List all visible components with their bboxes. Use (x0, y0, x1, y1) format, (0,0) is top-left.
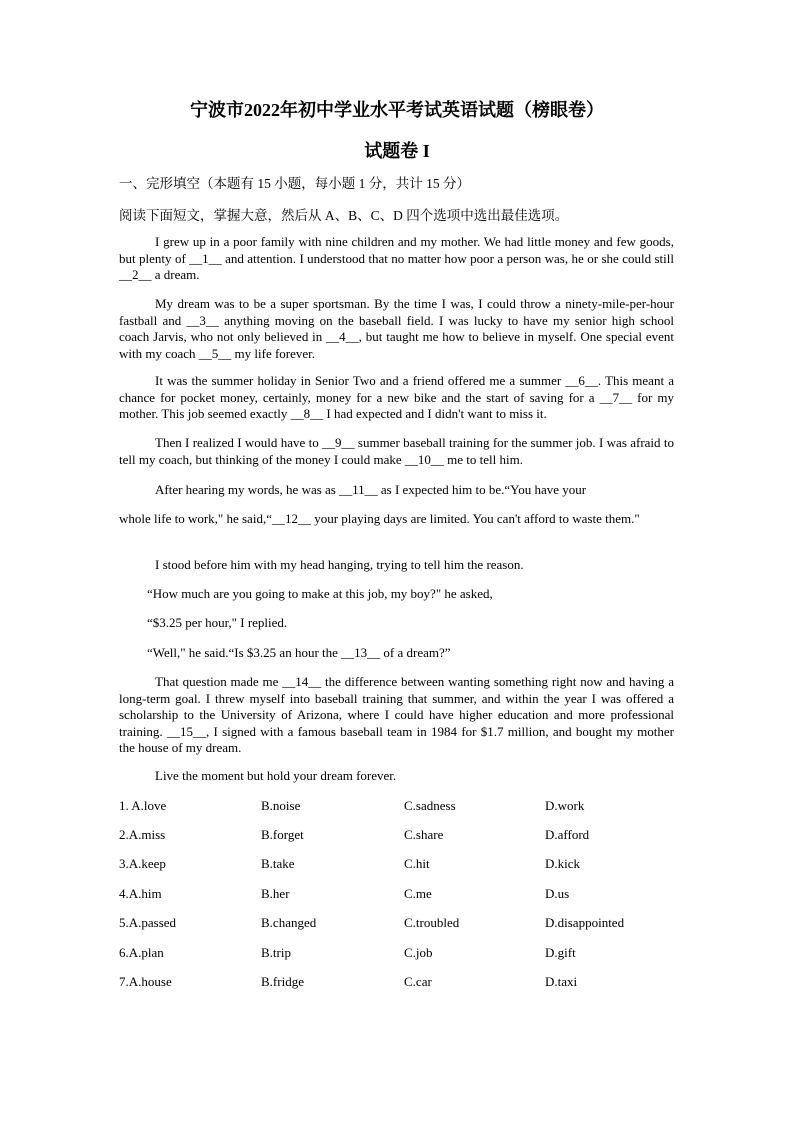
section-heading: 一、完形填空（本题有 15 小题，每小题 1 分，共计 15 分） (119, 176, 470, 191)
section-instruction: 阅读下面短文，掌握大意，然后从 A、B、C、D 四个选项中选出最佳选项。 (119, 208, 569, 223)
question-6-options (119, 945, 679, 963)
option-d: D.disappointed (545, 915, 625, 930)
option-b: B.noise (261, 798, 301, 813)
option-c: C.job (404, 945, 433, 960)
option-a: 4.A.him (119, 886, 162, 901)
passage-paragraph-3: It was the summer holiday in Senior Two and a friend offered me a summer __6__. This meant a chance for pocket money, certainly, money for a new bike and the start of saving for a __7__ for my mother. This job seemed exactly __8__ I had expected and I didn't want to miss it. (119, 373, 674, 421)
question-7-options (119, 974, 679, 992)
passage-paragraph-2: My dream was to be a super sportsman. By the time I was, I could throw a ninety-mile-per-hour fastball and __3__ anything moving on the baseball field. I was lucky to have my senior high school coach Jarvis, who not only believed in __4__, but taught me how to believe in myself. One special event with my coach __5__ my life forever. (119, 296, 674, 361)
option-c: C.share (404, 827, 444, 842)
option-c: C.hit (404, 856, 430, 871)
passage-paragraph-6: whole life to work," he said,“__12__ your playing days are limited. You can't afford to waste them." (119, 511, 640, 526)
option-b: B.forget (261, 827, 304, 842)
option-b: B.trip (261, 945, 291, 960)
option-d: D.us (545, 886, 570, 901)
option-b: B.her (261, 886, 290, 901)
passage-paragraph-8: “How much are you going to make at this job, my boy?" he asked, (147, 586, 493, 601)
question-4-options (119, 886, 679, 904)
exam-title: 宁波市2022年初中学业水平考试英语试题（榜眼卷） (190, 100, 604, 120)
passage-paragraph-12: Live the moment but hold your dream forever. (155, 768, 397, 783)
option-d: D.kick (545, 856, 581, 871)
option-d: D.work (545, 798, 585, 813)
passage-paragraph-7: I stood before him with my head hanging, trying to tell him the reason. (155, 557, 524, 572)
option-b: B.changed (261, 915, 317, 930)
question-2-options (119, 827, 679, 845)
option-c: C.troubled (404, 915, 460, 930)
passage-paragraph-1: I grew up in a poor family with nine children and my mother. We had little money and few goods, but plenty of __1__ and attention. I understood that no matter how poor a person was, he or she could still __2__ a dream. (119, 234, 674, 282)
option-d: D.gift (545, 945, 576, 960)
passage-paragraph-9: “$3.25 per hour," I replied. (147, 615, 288, 630)
option-d: D.taxi (545, 974, 578, 989)
option-c: C.sadness (404, 798, 456, 813)
option-a: 6.A.plan (119, 945, 164, 960)
option-a: 7.A.house (119, 974, 172, 989)
passage-paragraph-11: That question made me __14__ the difference between wanting something right now and having a long-term goal. I threw myself into baseball training that summer, and within the year I was offered a scholarship to the University of Arizona, where I could have higher education and more professional training. __15__, I signed with a famous baseball team in 1984 for $1.7 million, and bought my mother the house of my dream. (119, 674, 674, 755)
option-a: 2.A.miss (119, 827, 166, 842)
option-a: 5.A.passed (119, 915, 177, 930)
passage-paragraph-4: Then I realized I would have to __9__ summer baseball training for the summer job. I was afraid to tell my coach, but thinking of the money I could make __10__ me to tell him. (119, 435, 674, 467)
passage-paragraph-5: After hearing my words, he was as __11__ as I expected him to be.“You have your (155, 482, 587, 497)
option-c: C.me (404, 886, 432, 901)
passage-paragraph-10: “Well," he said.“Is $3.25 an hour the __13__ of a dream?” (147, 645, 451, 660)
option-b: B.fridge (261, 974, 304, 989)
question-5-options (119, 915, 679, 933)
question-1-options (119, 798, 679, 816)
question-3-options (119, 856, 679, 874)
option-d: D.afford (545, 827, 590, 842)
paper-subtitle: 试题卷 I (364, 141, 430, 161)
option-a: 3.A.keep (119, 856, 166, 871)
option-b: B.take (261, 856, 295, 871)
option-c: C.car (404, 974, 432, 989)
option-a: 1. A.love (119, 798, 167, 813)
